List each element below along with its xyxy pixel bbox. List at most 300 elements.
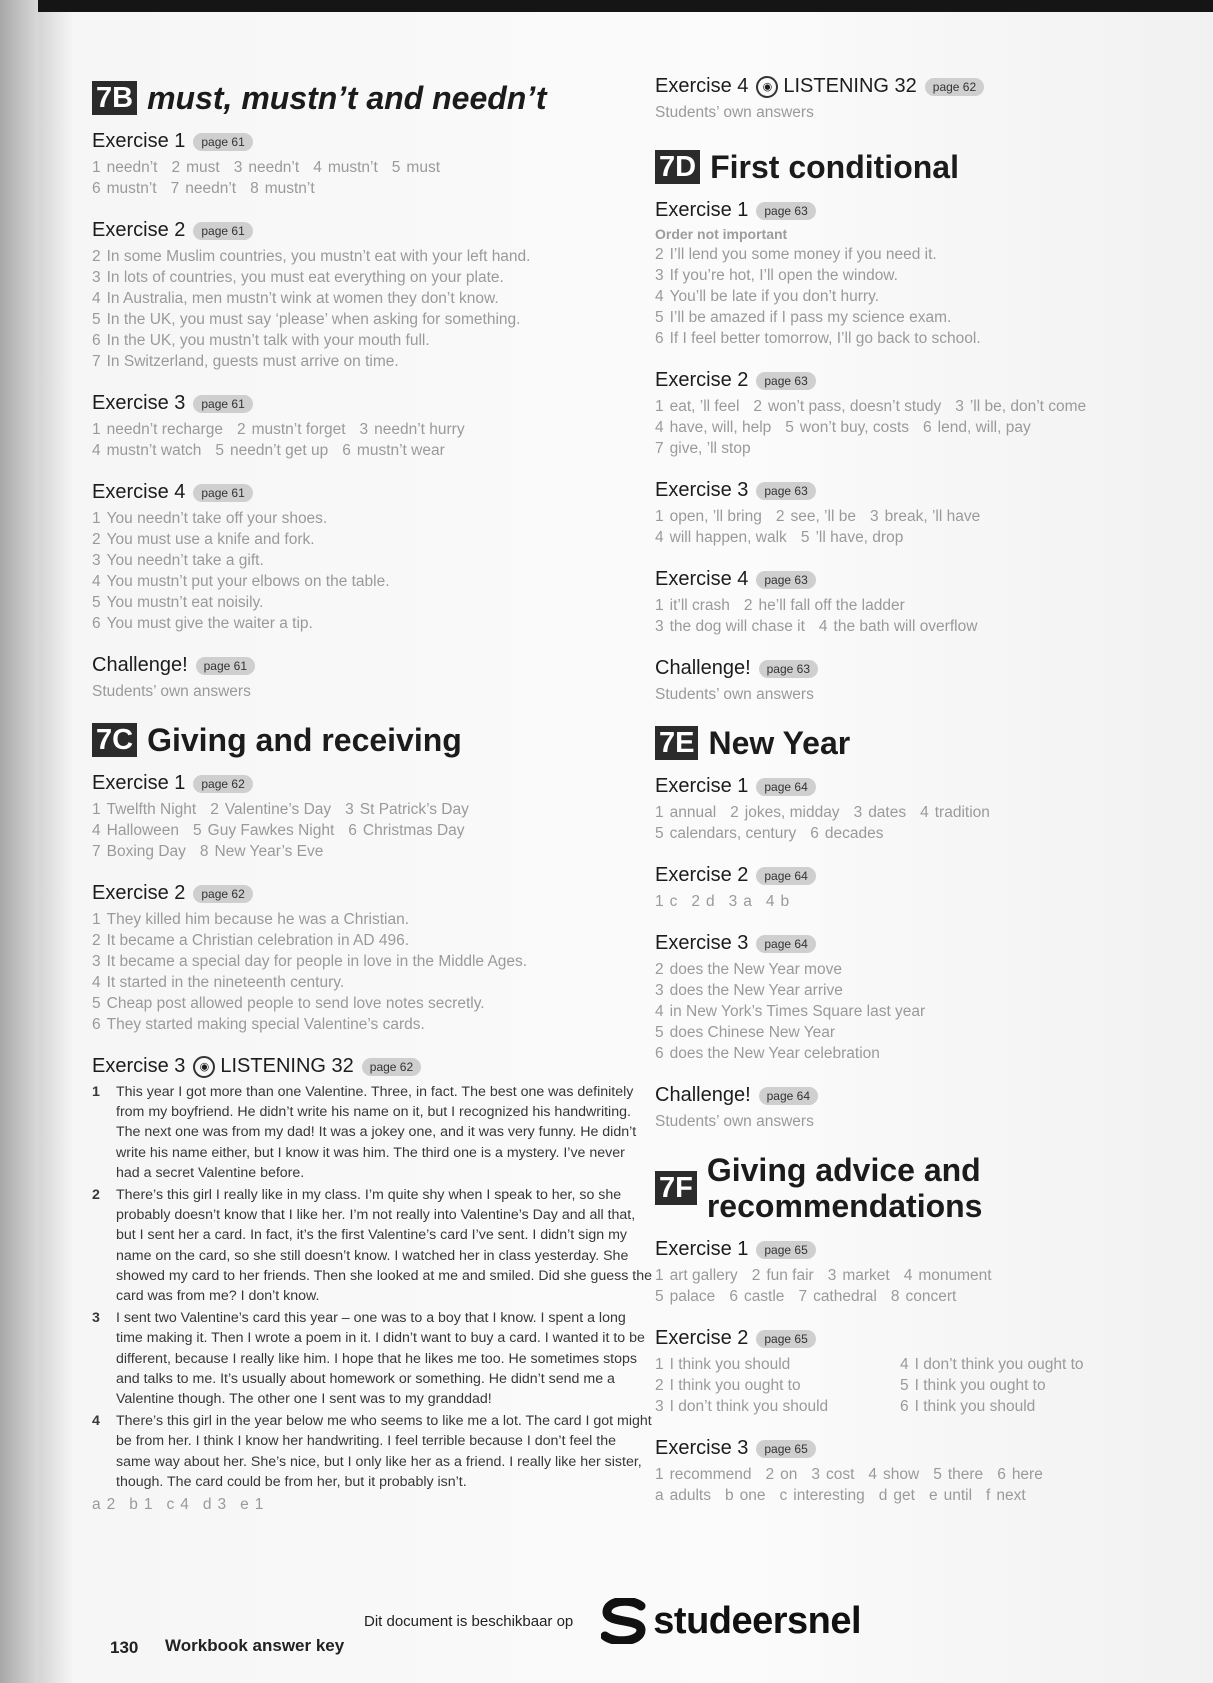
item-number: 5 xyxy=(92,995,101,1012)
banner-text: Dit document is beschikbaar op xyxy=(364,1612,574,1630)
item-text: You mustn’t eat noisily. xyxy=(106,594,264,611)
answer-item xyxy=(655,1265,738,1286)
item-text: needn’t xyxy=(185,180,237,197)
answer-item xyxy=(810,823,883,844)
answer-item xyxy=(879,1485,915,1506)
item-number: 4 xyxy=(655,529,664,546)
item-text: Twelfth Night xyxy=(106,801,197,818)
item-number: 6 xyxy=(997,1466,1006,1483)
item-number: e xyxy=(928,1487,938,1504)
exercise-title: Exercise 2 xyxy=(92,882,186,904)
footer-label: Workbook answer key xyxy=(165,1636,345,1655)
item-text: New Year’s Eve xyxy=(214,843,324,860)
challenge xyxy=(655,1084,1165,1132)
item-number: 5 xyxy=(900,1377,909,1394)
item-text: In the UK, you must say ‘please’ when asking for something. xyxy=(106,311,521,328)
item-number: a xyxy=(92,1496,101,1514)
answer-line xyxy=(92,246,652,267)
item-text: until xyxy=(943,1487,973,1504)
answer-item xyxy=(744,595,905,616)
challenge xyxy=(92,654,652,702)
item-text: jokes, midday xyxy=(744,804,840,821)
item-text: mustn’t watch xyxy=(106,442,202,459)
exercise-title: Exercise 4 xyxy=(655,75,749,97)
listening-label xyxy=(193,1055,353,1078)
item-text: It became a special day for people in love in the Middle Ages. xyxy=(106,953,528,970)
item-text: cost xyxy=(825,1466,855,1483)
answer-line xyxy=(92,330,652,351)
item-text: You must use a knife and fork. xyxy=(106,531,315,548)
item-text: Valentine’s Day xyxy=(224,801,332,818)
studeersnel-logo-icon xyxy=(601,1598,647,1644)
answer-line xyxy=(92,930,652,951)
listening-text: LISTENING 32 xyxy=(220,1055,354,1077)
answer-line xyxy=(92,508,652,529)
item-text: on xyxy=(780,1466,798,1483)
page-reference: page 63 xyxy=(756,372,815,390)
answer-row xyxy=(655,1286,1165,1307)
exercise-title: Exercise 1 xyxy=(655,775,749,797)
item-text: here xyxy=(1011,1466,1043,1483)
answer-item xyxy=(171,157,219,178)
exercise-title: Challenge! xyxy=(655,1084,751,1106)
item-text: does the New Year move xyxy=(669,961,842,978)
item-number: 4 xyxy=(92,822,101,839)
exercise-header xyxy=(655,1238,1165,1261)
item-text: I don’t think you should xyxy=(669,1398,829,1415)
item-number: 6 xyxy=(729,1288,738,1305)
answer-line xyxy=(655,1001,1165,1022)
answer-item xyxy=(655,396,739,417)
item-text: must xyxy=(186,159,220,176)
item-text: castle xyxy=(743,1288,785,1305)
item-number: 1 xyxy=(655,1356,664,1373)
item-number: 6 xyxy=(655,330,664,347)
item-number: 8 xyxy=(250,180,259,197)
answer-line xyxy=(655,1375,900,1396)
item-number: 3 xyxy=(811,1466,820,1483)
item-text: does Chinese New Year xyxy=(669,1024,836,1041)
answer-row xyxy=(655,417,1165,438)
paragraph-text: There’s this girl in the year below me who seems to like me a lot. The card I got might be from her. I think I know her handwriting. I feel terrible because I don’t feel the same way about her. She’s nice, but I only like her as a friend. I really like her sister, though. The card could be from her, but it probably isn’t. xyxy=(116,1413,652,1490)
item-text: mustn’t xyxy=(106,180,157,197)
answer-item xyxy=(348,820,464,841)
answer-item xyxy=(360,419,465,440)
answer-line xyxy=(92,267,652,288)
exercise xyxy=(655,775,1165,844)
item-number: b xyxy=(129,1496,138,1514)
answer-row xyxy=(92,440,652,461)
item-number: 4 xyxy=(92,573,101,590)
right-column xyxy=(655,75,1165,1526)
answer-item xyxy=(933,1464,983,1485)
section-code: 7E xyxy=(655,726,698,760)
answer-item xyxy=(868,1464,919,1485)
studeersnel-banner[interactable] xyxy=(364,1598,861,1644)
paragraph-number: 3 xyxy=(92,1310,100,1327)
item-text: will happen, walk xyxy=(669,529,787,546)
item-number: 3 xyxy=(655,618,664,635)
item-text: I think you ought to xyxy=(914,1377,1046,1394)
item-number: 7 xyxy=(92,843,101,860)
answer-item xyxy=(237,419,346,440)
answer-item xyxy=(655,438,751,459)
exercise-header xyxy=(655,657,1165,680)
item-text: a xyxy=(743,893,752,910)
item-text: ’ll be, don’t come xyxy=(969,398,1087,415)
answer-item xyxy=(729,1286,784,1307)
exercise xyxy=(655,479,1165,548)
exercise-header xyxy=(92,130,652,153)
exercise-header xyxy=(655,1437,1165,1460)
item-text: break, ’ll have xyxy=(884,508,981,525)
answer-item xyxy=(655,1464,751,1485)
answer-row xyxy=(655,506,1165,527)
page-reference: page 63 xyxy=(759,660,818,678)
answer-text: Students’ own answers xyxy=(655,1113,814,1130)
answer-item xyxy=(765,1464,797,1485)
answer-item xyxy=(655,527,787,548)
answer-item xyxy=(313,157,378,178)
answer-line xyxy=(655,265,1165,286)
answer-text: Students’ own answers xyxy=(655,686,814,703)
item-number: 1 xyxy=(92,159,101,176)
item-number: 7 xyxy=(170,180,180,197)
item-number: 4 xyxy=(313,159,322,176)
item-text: In the UK, you mustn’t talk with your mouth full. xyxy=(106,332,430,349)
item-number: 8 xyxy=(890,1288,900,1305)
transcript-paragraph xyxy=(92,1411,652,1492)
answer-item xyxy=(752,1265,814,1286)
answer-row xyxy=(92,1494,652,1515)
answer-item xyxy=(342,440,445,461)
exercise-title: Exercise 3 xyxy=(92,392,186,414)
item-number: 2 xyxy=(655,246,664,263)
item-number: 1 xyxy=(655,398,664,415)
item-number: 4 xyxy=(655,1003,664,1020)
item-number: 5 xyxy=(655,1288,664,1305)
item-number: 5 xyxy=(655,1024,664,1041)
item-text: get xyxy=(893,1487,915,1504)
answer-line xyxy=(900,1375,1145,1396)
section-title: First conditional xyxy=(710,149,959,185)
item-text: see, ’ll be xyxy=(790,508,856,525)
answer-row xyxy=(92,157,652,178)
exercise xyxy=(655,1238,1165,1307)
answer-line xyxy=(655,959,1165,980)
item-number: 2 xyxy=(765,1466,775,1483)
answer-item xyxy=(729,891,752,912)
section-7F xyxy=(655,1152,1165,1506)
answer-line xyxy=(655,1043,1165,1064)
item-text: fun fair xyxy=(766,1267,814,1284)
listening-text: LISTENING 32 xyxy=(783,75,917,97)
answer-row xyxy=(655,438,1165,459)
exercise-title: Exercise 3 xyxy=(92,1055,186,1077)
answer-item xyxy=(129,1494,152,1515)
item-number: c xyxy=(166,1496,175,1514)
answer-item xyxy=(92,440,201,461)
answer-row xyxy=(655,1464,1165,1485)
exercise-title: Exercise 4 xyxy=(655,568,749,590)
item-text: cathedral xyxy=(813,1288,877,1305)
answer-line xyxy=(655,244,1165,265)
exercise-header xyxy=(655,1084,1165,1107)
item-text: the bath will overflow xyxy=(833,618,978,635)
answer-item xyxy=(655,417,771,438)
exercise-title: Exercise 4 xyxy=(92,481,186,503)
answer-item xyxy=(392,157,440,178)
item-number: 5 xyxy=(785,419,794,436)
exercise-title: Exercise 2 xyxy=(655,369,749,391)
answer-column xyxy=(655,1354,900,1417)
item-number: 5 xyxy=(933,1466,942,1483)
item-text: eat, ’ll feel xyxy=(669,398,740,415)
page-reference: page 61 xyxy=(193,484,252,502)
item-number: 1 xyxy=(92,510,101,527)
answer-line xyxy=(92,288,652,309)
answer-item xyxy=(955,396,1086,417)
answer-row xyxy=(92,820,652,841)
exercise-listening xyxy=(92,1055,652,1515)
section-heading xyxy=(655,725,1165,761)
item-number: 3 xyxy=(955,398,964,415)
item-text: next xyxy=(996,1487,1026,1504)
exercise xyxy=(92,219,652,372)
answer-line xyxy=(900,1396,1145,1417)
item-text: does the New Year celebration xyxy=(669,1045,880,1062)
item-number: 2 xyxy=(92,932,101,949)
item-text: I think you should xyxy=(914,1398,1036,1415)
answer-item xyxy=(92,820,179,841)
exercise-title: Exercise 2 xyxy=(655,1327,749,1349)
item-text: monument xyxy=(918,1267,992,1284)
item-text: he’ll fall off the ladder xyxy=(758,597,905,614)
item-number: 4 xyxy=(868,1466,878,1483)
item-number: 3 xyxy=(728,893,738,910)
answer-item xyxy=(870,506,980,527)
item-number: 1 xyxy=(92,421,101,438)
exercise-header xyxy=(655,199,1165,222)
item-number: a xyxy=(655,1487,664,1504)
section-code: 7C xyxy=(92,723,137,757)
item-number: 1 xyxy=(655,804,664,821)
answer-item xyxy=(210,799,331,820)
page-reference: page 63 xyxy=(756,202,815,220)
answer-line xyxy=(655,1354,900,1375)
answer-item xyxy=(240,1494,263,1515)
section-7D xyxy=(655,149,1165,705)
page-reference: page 63 xyxy=(756,482,815,500)
answer-item xyxy=(785,417,909,438)
item-number: b xyxy=(725,1487,734,1504)
item-number: 5 xyxy=(215,442,225,459)
answer-item xyxy=(811,1464,854,1485)
item-text: mustn’t wear xyxy=(356,442,445,459)
item-number: 1 xyxy=(655,1267,664,1284)
item-text: needn’t hurry xyxy=(374,421,465,438)
answer-line xyxy=(92,550,652,571)
item-number: 2 xyxy=(743,597,753,614)
paragraph-number: 4 xyxy=(92,1413,100,1430)
item-text: mustn’t xyxy=(327,159,378,176)
answer-item xyxy=(904,1265,992,1286)
item-number: 2 xyxy=(92,248,101,265)
answer-item xyxy=(193,820,334,841)
item-number: 2 xyxy=(753,398,763,415)
item-number: 5 xyxy=(655,825,664,842)
exercise xyxy=(92,130,652,199)
exercise xyxy=(92,392,652,461)
answer-row xyxy=(92,799,652,820)
item-text: You mustn’t put your elbows on the table. xyxy=(106,573,390,590)
item-text: in New York’s Times Square last year xyxy=(669,1003,926,1020)
item-text: 1 xyxy=(143,1496,153,1514)
item-number: 7 xyxy=(798,1288,808,1305)
exercise xyxy=(655,932,1165,1064)
answer-item xyxy=(92,1494,115,1515)
exercise xyxy=(655,1437,1165,1506)
item-number: 6 xyxy=(810,825,819,842)
item-number: 2 xyxy=(655,961,664,978)
item-number: 2 xyxy=(751,1267,761,1284)
answer-row xyxy=(655,527,1165,548)
exercise-title: Exercise 3 xyxy=(655,932,749,954)
answer-line xyxy=(92,309,652,330)
exercise-title: Exercise 1 xyxy=(655,199,749,221)
item-text: calendars, century xyxy=(669,825,797,842)
item-text: tradition xyxy=(934,804,990,821)
transcript-paragraph xyxy=(92,1308,652,1409)
page-reference: page 61 xyxy=(196,657,255,675)
exercise-header xyxy=(92,219,652,242)
page-reference: page 65 xyxy=(756,1241,815,1259)
item-text: open, ’ll bring xyxy=(669,508,762,525)
exercise-title: Exercise 1 xyxy=(92,772,186,794)
item-text: mustn’t forget xyxy=(251,421,346,438)
item-number: 4 xyxy=(92,290,101,307)
item-number: 4 xyxy=(920,804,929,821)
item-text: St Patrick’s Day xyxy=(359,801,469,818)
exercise xyxy=(92,882,652,1035)
answer-item xyxy=(655,595,730,616)
item-number: 6 xyxy=(342,442,351,459)
item-number: 6 xyxy=(92,615,101,632)
item-text: mustn’t xyxy=(264,180,315,197)
item-text: I don’t think you ought to xyxy=(914,1356,1084,1373)
answer-row xyxy=(655,595,1165,616)
page-number: 130 xyxy=(110,1638,139,1657)
page-reference: page 62 xyxy=(193,885,252,903)
item-number: d xyxy=(878,1487,888,1504)
item-number: 6 xyxy=(348,822,357,839)
answer-item xyxy=(801,527,904,548)
answer-item xyxy=(798,1286,876,1307)
answer-row xyxy=(655,616,1165,637)
item-number: 3 xyxy=(92,269,101,286)
item-number: 3 xyxy=(92,552,101,569)
exercise-header xyxy=(655,568,1165,591)
answer-row xyxy=(92,841,652,862)
item-text: interesting xyxy=(793,1487,865,1504)
answer-item xyxy=(753,396,941,417)
section-title: must, mustn’t and needn’t xyxy=(147,80,547,116)
item-text: concert xyxy=(905,1288,957,1305)
answer-item xyxy=(655,506,762,527)
item-number: 7 xyxy=(92,353,101,370)
paragraph-text: This year I got more than one Valentine. Three, in fact. The best one was definitely from my boyfriend. He didn’t write his name on it, but I recognized his handwriting. The next one was from my dad! It was a jokey one, and it was very funny. He didn’t write his name either, but I know it was him. The third one is a mystery. I’ve never had a secret Valentine before. xyxy=(116,1084,637,1181)
item-text: it’ll crash xyxy=(669,597,730,614)
answer-line xyxy=(92,993,652,1014)
answer-column xyxy=(900,1354,1145,1417)
section-title: Giving advice and recommendations xyxy=(706,1152,983,1224)
item-number: c xyxy=(779,1487,788,1504)
answer-text: Students’ own answers xyxy=(655,104,814,121)
item-number: e xyxy=(240,1496,249,1514)
item-number: 1 xyxy=(655,508,664,525)
item-text: must xyxy=(406,159,440,176)
paragraph-text: There’s this girl I really like in my class. I’m quite shy when I speak to her, so she probably doesn’t know that I like her. I’m not really into Valentine’s Day and all that, but I sent her a card. In fact, it’s the first Valentine’s card I’ve sent. I didn’t sign my name on the card, so she still doesn’t know. I watched her in class yesterday. She showed my card to her friends. Then she looked at me and smiled. Did she guess the card was from me? I don’t know. xyxy=(116,1187,653,1305)
exercise-title: Exercise 3 xyxy=(655,1437,749,1459)
exercise-title: Exercise 1 xyxy=(92,130,186,152)
exercise-header xyxy=(655,775,1165,798)
item-text: give, ’ll stop xyxy=(669,440,751,457)
item-text: Boxing Day xyxy=(106,843,186,860)
item-text: the dog will chase it xyxy=(669,618,805,635)
item-number: 2 xyxy=(210,801,219,818)
section-heading xyxy=(92,722,652,758)
answer-item xyxy=(167,1494,189,1515)
answer-item xyxy=(655,616,805,637)
item-number: 8 xyxy=(199,843,209,860)
answer-line xyxy=(655,1022,1165,1043)
answer-item xyxy=(655,1485,711,1506)
item-text: needn’t get up xyxy=(230,442,329,459)
answer-item xyxy=(92,419,223,440)
answer-text: Students’ own answers xyxy=(92,683,251,700)
answer-item xyxy=(854,802,907,823)
page-reference: page 64 xyxy=(756,935,815,953)
answer-columns xyxy=(655,1354,1165,1417)
item-text: In Switzerland, guests must arrive on time. xyxy=(106,353,399,370)
answer-line xyxy=(655,1396,900,1417)
page-reference: page 62 xyxy=(925,78,984,96)
answer-line xyxy=(655,286,1165,307)
answer-item xyxy=(766,891,789,912)
item-number: 5 xyxy=(800,529,810,546)
item-text: needn’t recharge xyxy=(106,421,223,438)
exercise-header xyxy=(655,369,1165,392)
item-text: recommend xyxy=(669,1466,752,1483)
item-number: 1 xyxy=(92,801,101,818)
exercise-header xyxy=(655,864,1165,887)
item-number: 6 xyxy=(923,419,932,436)
item-number: 1 xyxy=(655,893,664,910)
item-number: 1 xyxy=(655,1466,664,1483)
item-number: 5 xyxy=(655,309,664,326)
answer-item xyxy=(92,841,186,862)
item-number: 3 xyxy=(345,801,354,818)
item-number: 4 xyxy=(92,974,101,991)
paragraph-text: I sent two Valentine’s card this year – one was to a boy that I know. I spent a long time making it. Then I wrote a poem in it. I didn’t want to buy a card. I wanted it to be different, because I really like him. I hope that he likes me too. He sometimes stops and talks to me. It’s usually about homework or something. He didn’t send me a Valentine though. The other one I sent was to my granddad! xyxy=(116,1310,645,1408)
answer-item xyxy=(200,841,323,862)
item-number: 4 xyxy=(818,618,828,635)
item-text: They started making special Valentine’s cards. xyxy=(106,1016,425,1033)
answer-item xyxy=(345,799,469,820)
page-reference: page 63 xyxy=(756,571,815,589)
answer-item xyxy=(891,1286,956,1307)
exercise xyxy=(655,1327,1165,1417)
